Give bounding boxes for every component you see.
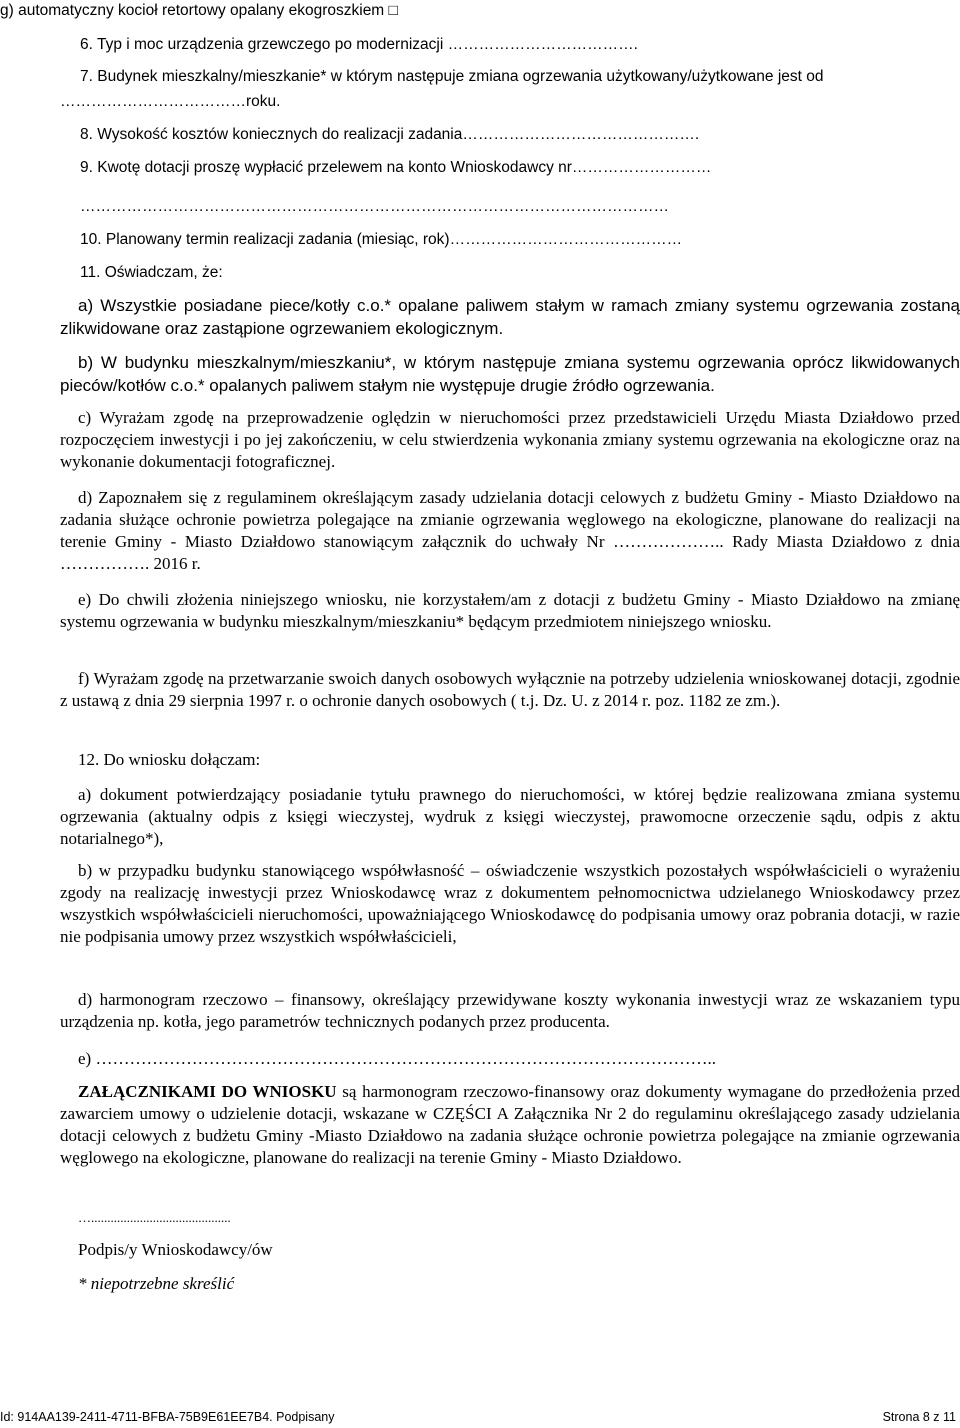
- attachment-d: d) harmonogram rzeczowo – finansowy, określający przewidywane koszty wykonania inwestycji wraz ze wskazaniem typu urządzenia np. kotła, jego parametrów technicznych podanych przez producenta.: [60, 990, 960, 1031]
- attachment-b: b) w przypadku budynku stanowiącego współwłasność – oświadczenie wszystkich pozostałych współwłaścicieli o wyrażeniu zgody na realizację inwestycji przez Wnioskodawcę wraz z dokumentem pełnomocnictwa udzielanego Wnioskodawcy przez wszystkich współwłaścicieli nieruchomości, upoważniającego Wnioskodawcę do podpisania umowy oraz pobrania dotacji, w razie nie podpisania umowy przez wszystkich współwłaścicieli,: [60, 861, 960, 946]
- attachment-e: e) ………………………………………………………………………………………………..: [78, 1049, 716, 1068]
- item-g-boiler: g) automatyczny kocioł retortowy opalany ekogroszkiem □: [0, 2, 398, 19]
- statement-f: f) Wyrażam zgodę na przetwarzanie swoich danych osobowych wyłącznie na potrzeby udzielenia wnioskowanej dotacji, zgodnie z ustawą z dnia 29 sierpnia 1997 r. o ochronie danych osobowych ( t.j. Dz. U. z 2014 r. poz. 1182 ze zm.).: [60, 669, 960, 710]
- statement-d: d) Zapoznałem się z regulaminem określającym zasady udzielania dotacji celowych z budżetu Gminy - Miasto Działdowo na zadania służące ochronie powietrza polegające na zmianie ogrzewania węglowego na ekologiczne, planowane do realizacji na terenie Gminy - Miasto Działdowo stanowiącym załącznik do uchwały Nr ……………….. Rady Miasta Działdowo z dnia ……………. 2016 r.: [60, 488, 960, 573]
- attachments-note-bold: ZAŁĄCZNIKAMI DO WNIOSKU: [78, 1082, 337, 1101]
- footer-document-id: Id: 914AA139-2411-4711-BFBA-75B9E61EE7B4. Podpisany: [0, 1410, 335, 1424]
- item-7-building: 7. Budynek mieszkalny/mieszkanie* w którym następuje zmiana ogrzewania użytkowany/użytkowane jest od: [80, 68, 824, 85]
- item-8-costs: 8. Wysokość kosztów koniecznych do realizacji zadania……………………………………….: [80, 126, 700, 143]
- statement-a: a) Wszystkie posiadane piece/kotły c.o.* opalane paliwem stałym w ramach zmiany systemu ogrzewania zostaną zlikwidowane oraz zastąpione ogrzewaniem ekologicznym.: [60, 296, 960, 338]
- statement-e: e) Do chwili złożenia niniejszego wniosku, nie korzystałem/am z dotacji z budżetu Gminy - Miasto Działdowo na zmianę systemu ogrzewania w budynku mieszkalnym/mieszkaniu* będącym przedmiotem niniejszego wniosku.: [60, 590, 960, 631]
- attachments-note: ZAŁĄCZNIKAMI DO WNIOSKU są harmonogram rzeczowo-finansowy oraz dokumenty wymagane do przedłożenia przed zawarciem umowy o udzielenie dotacji, wskazane w CZĘŚCI A Załącznika Nr 2 do regulaminu określającego zasady udzielania dotacji celowych z budżetu Gminy -Miasto Działdowo na zadania służące ochronie powietrza polegające na zmianie ogrzewania węglowego na ekologiczne, planowane do realizacji na terenie Gminy - Miasto Działdowo.: [60, 1082, 960, 1167]
- statement-c: c) Wyrażam zgodę na przeprowadzenie oględzin w nieruchomości przez przedstawicieli Urzędu Miasta Działdowo przed rozpoczęciem inwestycji i po jej zakończeniu, w celu stwierdzenia wykonania zmiany systemu ogrzewania na ekologiczne oraz na wykonanie dokumentacji fotograficznej.: [60, 408, 960, 471]
- footer-page-number: Strona 8 z 11: [882, 1410, 956, 1424]
- item-11-declaration: 11. Oświadczam, że:: [80, 264, 223, 281]
- item-9-account: 9. Kwotę dotacji proszę wypłacić przelewem na konto Wnioskodawcy nr………………………: [80, 159, 712, 176]
- item-10-term: 10. Planowany termin realizacji zadania (miesiąc, rok)………………………………………: [80, 231, 683, 248]
- signature-label: Podpis/y Wnioskodawcy/ów: [78, 1240, 273, 1259]
- item-7-building-cont: ………………………………roku.: [60, 93, 281, 110]
- signature-line: …...........................................: [78, 1210, 231, 1225]
- statement-b: b) W budynku mieszkalnym/mieszkaniu*, w którym następuje zmiana systemu ogrzewania oprócz likwidowanych pieców/kotłów c.o.* opalanych paliwem stałym nie występuje drugie źródło ogrzewania.: [60, 353, 960, 395]
- attachments-heading: 12. Do wniosku dołączam:: [78, 750, 261, 769]
- item-6-device-type: 6. Typ i moc urządzenia grzewczego po modernizacji ……………………………….: [80, 36, 638, 53]
- footnote: * niepotrzebne skreślić: [78, 1274, 235, 1293]
- item-9-account-cont: ……………………………………………………………………………………………………: [80, 198, 669, 215]
- attachment-a: a) dokument potwierdzający posiadanie tytułu prawnego do nieruchomości, w której będzie realizowana zmiana systemu ogrzewania (aktualny odpis z księgi wieczystej, wydruk z księgi wieczystej, prawomocne orzeczenie sądu, odpis z aktu notarialnego*),: [60, 785, 960, 848]
